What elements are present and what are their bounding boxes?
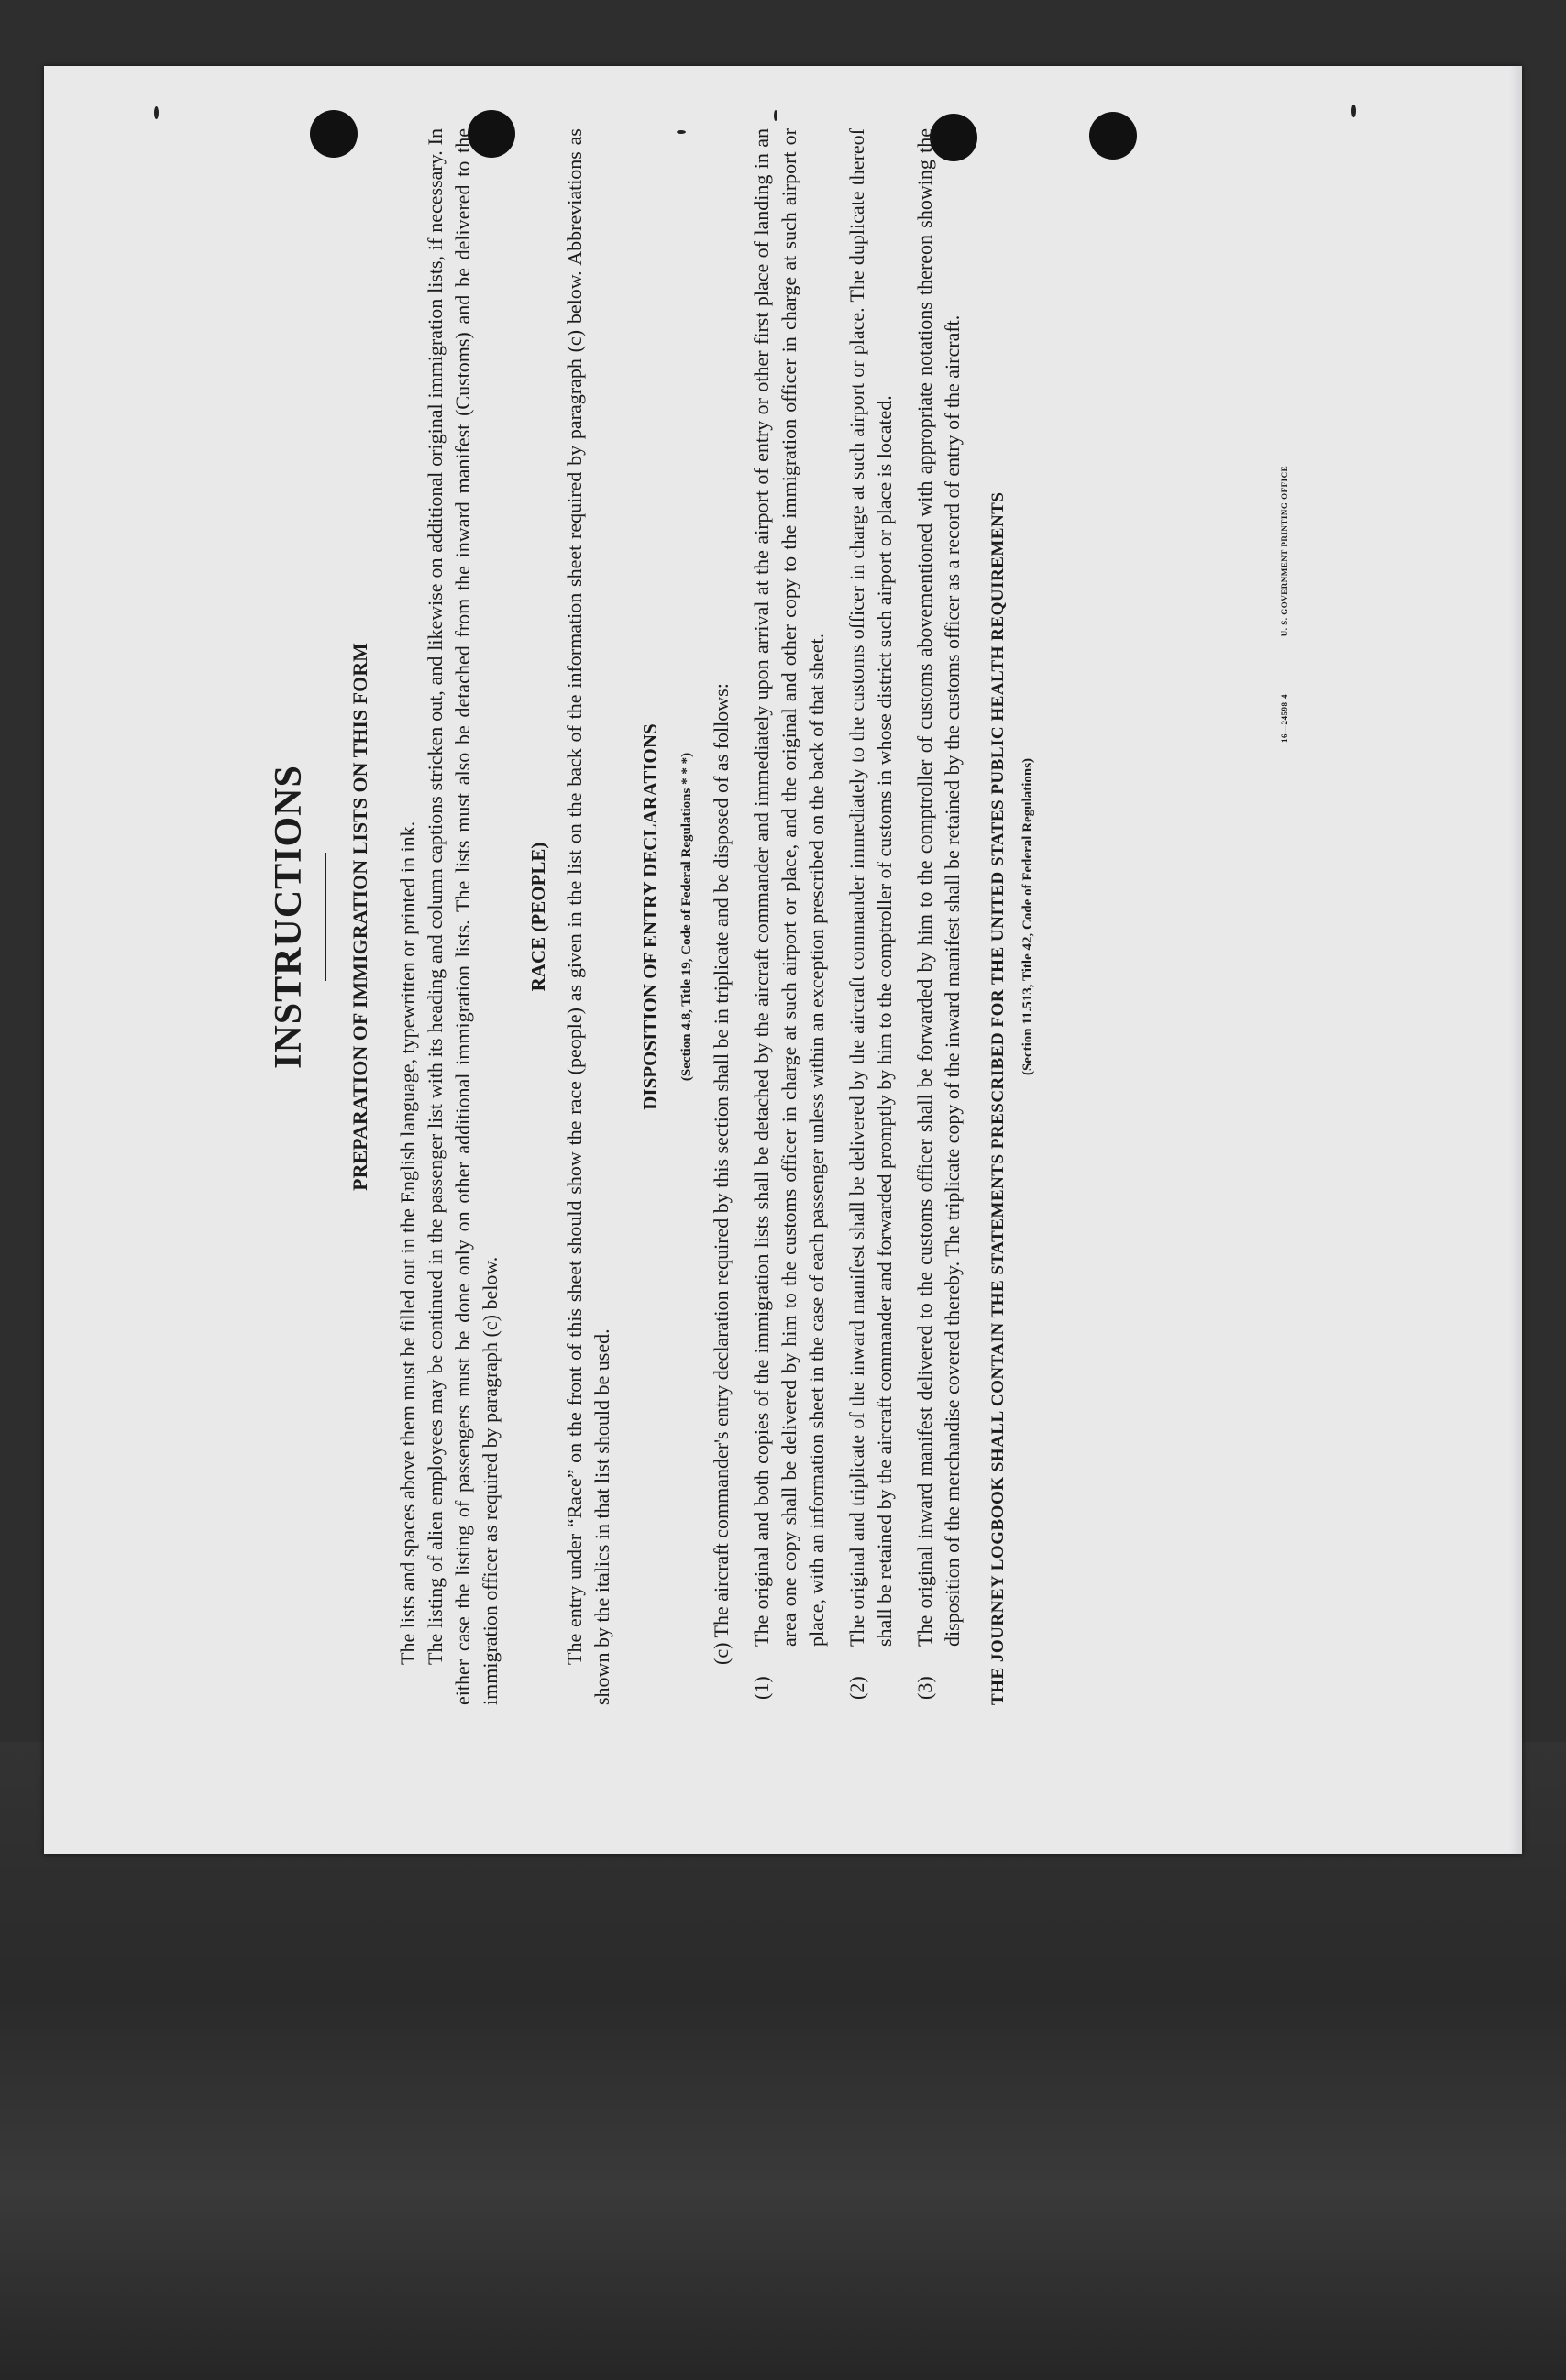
- disposition-item-3: [911, 128, 966, 1705]
- race-paragraph: The entry under “Race” on the front of this sheet should show the race (people) as given in the list on the back of the information sheet required by paragraph (c) below. Abbreviations as shown by the italics in that list should be used.: [563, 128, 613, 1705]
- item-number: (2): [845, 1676, 868, 1700]
- title-underline: [325, 853, 326, 981]
- scan-mark: [774, 110, 777, 121]
- item-number: (3): [913, 1676, 936, 1700]
- disposition-citation: (Section 4.8, Title 19, Code of Federal Regulations * * *): [679, 752, 694, 1082]
- disposition-item-2: [844, 128, 899, 1705]
- item-text: The original and triplicate of the inward manifest shall be delivered by the aircraft commander immediately to the customs officer in charge at such airport or place. The duplicate thereof shall be retained by the aircraft commander and forwarded promptly by him to the comptroller of customs in whose district such airport or place is located.: [845, 128, 896, 1647]
- preparation-heading: PREPARATION OF IMMIGRATION LISTS ON THIS FORM: [348, 643, 371, 1191]
- preparation-paragraph-1: The lists and spaces above them must be filled out in the English language, typewritten or printed in ink.: [396, 821, 419, 1665]
- disposition-intro: (c) The aircraft commander's entry declaration required by this section shall be in triplicate and be disposed of as follows:: [710, 683, 733, 1665]
- scan-mark: [154, 106, 159, 119]
- form-code: 16—24598-4: [1280, 694, 1289, 743]
- preparation-paragraph-2: The listing of alien employees may be continued in the passenger list with its heading and column captions stricken out, and likewise on additional original immigration lists, if necessary. In either case the listing of passengers must be done only on other additional immigration lists. The lists must also be detached from the inward manifest (Customs) and be delivered to the immigration officer as required by paragraph (c) below.: [424, 128, 502, 1705]
- printer-imprint: [1271, 466, 1298, 743]
- logbook-citation: (Section 11.513, Title 42, Code of Federal Regulations): [1020, 757, 1035, 1076]
- page-title: INSTRUCTIONS: [268, 765, 310, 1069]
- disposition-heading: DISPOSITION OF ENTRY DECLARATIONS: [639, 723, 661, 1110]
- instructions-content: [266, 128, 1289, 1705]
- printer-name: U. S. GOVERNMENT PRINTING OFFICE: [1280, 465, 1289, 637]
- item-number: (1): [750, 1676, 773, 1700]
- item-text: The original inward manifest delivered to the customs officer shall be forwarded by him to the comptroller of customs abovementioned with appropriate notations thereon showing the disposition of the merchandise covered thereby. The triplicate copy of the inward manifest shall be retained by the customs officer as a record of entry of the aircraft.: [913, 128, 964, 1647]
- item-text: The original and both copies of the immigration lists shall be detached by the aircraft commander and immediately upon arrival at the airport of entry or other first place of landing in an area one copy shall be delivered by him to the customs officer in charge at such airport or place, and the original and other copy to the immigration officer in charge at such airport or place, with an information sheet in the case of each passenger unless within an exception prescribed on the back of that sheet.: [750, 128, 828, 1647]
- scan-mark: [1351, 105, 1356, 117]
- page-edge: [1509, 66, 1522, 1854]
- race-heading: RACE (PEOPLE): [527, 842, 549, 992]
- logbook-statement: THE JOURNEY LOGBOOK SHALL CONTAIN THE STATEMENTS PRESCRIBED FOR THE UNITED STATES PUBLIC HEALTH REQUIREMENTS: [988, 491, 1008, 1705]
- disposition-item-1: [748, 128, 831, 1705]
